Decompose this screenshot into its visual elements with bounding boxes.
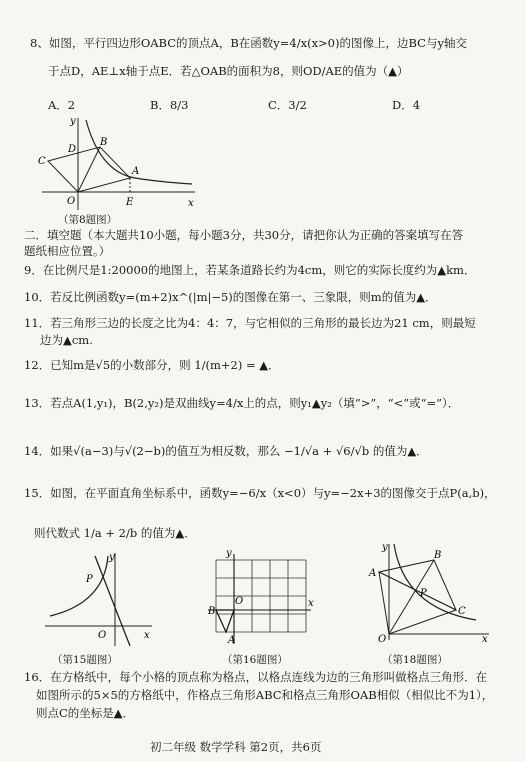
q16-line3: 则点C的坐标是▲． [36,706,135,720]
label-o: O [67,196,76,207]
q15-line1: 15．如图，在平面直角坐标系中，函数y=−6/x（x<0）与y=−2x+3的图像交于点P(a,b)， [24,486,496,500]
label-o: O [235,596,244,607]
label-o: O [98,630,107,641]
label-y: y [226,548,232,559]
q11-line2: 边为▲cm. [40,333,93,347]
fig15 [40,548,160,648]
label-y: y [109,552,115,563]
label-o: O [378,634,387,643]
q13: 13．若点A(1,y₁)，B(2,y₂)是双曲线y=4/x上的点，则y₁▲y₂（填“>”，“<”或“=”）． [24,396,460,410]
label-x: x [308,598,314,609]
q14: 14．如果√(a−3)与√(2−b)的值互为相反数，那么 −1/√a + √6/√b 的值为▲． [24,444,428,458]
q8-option-a: A．2 [48,98,76,112]
label-b: B [208,606,216,617]
label-x: x [482,634,488,643]
label-y: y [70,116,76,127]
label-p: P [86,574,93,585]
section2-line2: 题纸相应位置。） [24,244,111,258]
segment-ac [379,572,456,610]
q8-option-c: C．3/2 [268,98,307,112]
label-a: A [369,568,377,579]
q8-figure [30,112,200,212]
label-x: x [188,198,194,209]
triangle-abc [379,560,456,610]
label-c: C [458,606,466,617]
q16-line2: 如图所示的5×5的方格纸中，作格点三角形ABC和格点三角形OAB相似（相似比不为1）， [36,688,494,702]
segment-oc [389,610,456,634]
label-e: E [126,197,134,208]
label-b: B [100,137,108,148]
q9: 9．在比例尺是1:20000的地图上，若某条道路长约为4cm，则它的实际长度约为▲km． [24,263,476,277]
label-a: A [132,166,140,177]
q8-line2: 于点D，AE⊥x轴于点E．若△OAB的面积为8，则OD/AE的值为（▲） [48,64,409,78]
q8-option-b: B．8/3 [150,98,189,112]
segment-oa [379,572,389,634]
triangle-oab [216,610,234,632]
fig18 [364,538,494,643]
fig16 [196,546,316,646]
label-y: y [382,542,388,553]
q8-line1: 8、如图，平行四边形OABC的顶点A，B在函数y=4/x(x>0)的图像上，边BC与y轴交 [30,36,467,50]
fig15-caption: （第15题图） [52,654,118,666]
segment-ob [78,147,100,192]
label-c: C [38,156,46,167]
q15-line2: 则代数式 1/a + 2/b 的值为▲． [34,526,196,540]
label-p: P [420,588,427,599]
page-footer: 初二年级 数学学科 第2页，共6页 [150,740,322,754]
label-b: B [434,550,442,561]
q12: 12．已知m是√5的小数部分，则 1/(m+2) = ▲． [24,358,280,372]
fig16-caption: （第16题图） [222,654,288,666]
q11-line1: 11．若三角形三边的长度之比为4：4：7，与它相似的三角形的最长边为21 cm，则最短 [24,316,476,330]
fig18-caption: （第18题图） [382,654,448,666]
label-a: A [228,635,236,646]
segment-ob [389,560,434,634]
q8-caption: （第8题图） [58,214,118,226]
q16-line1: 16．在方格纸中，每个小格的顶点称为格点，以格点连线为边的三角形叫做格点三角形．在 [24,670,488,684]
label-d: D [68,144,77,155]
label-x: x [144,630,150,641]
hyperbola-curve [50,556,108,616]
q8-option-d: D．4 [392,98,421,112]
q10: 10．若反比例函数y=(m+2)x^(|m|−5)的图像在第一、三象限，则m的值为▲． [24,290,437,304]
section2-line1: 二．填空题（本大题共10小题，每小题3分，共30分，请把你认为正确的答案填写在答 [24,228,464,242]
